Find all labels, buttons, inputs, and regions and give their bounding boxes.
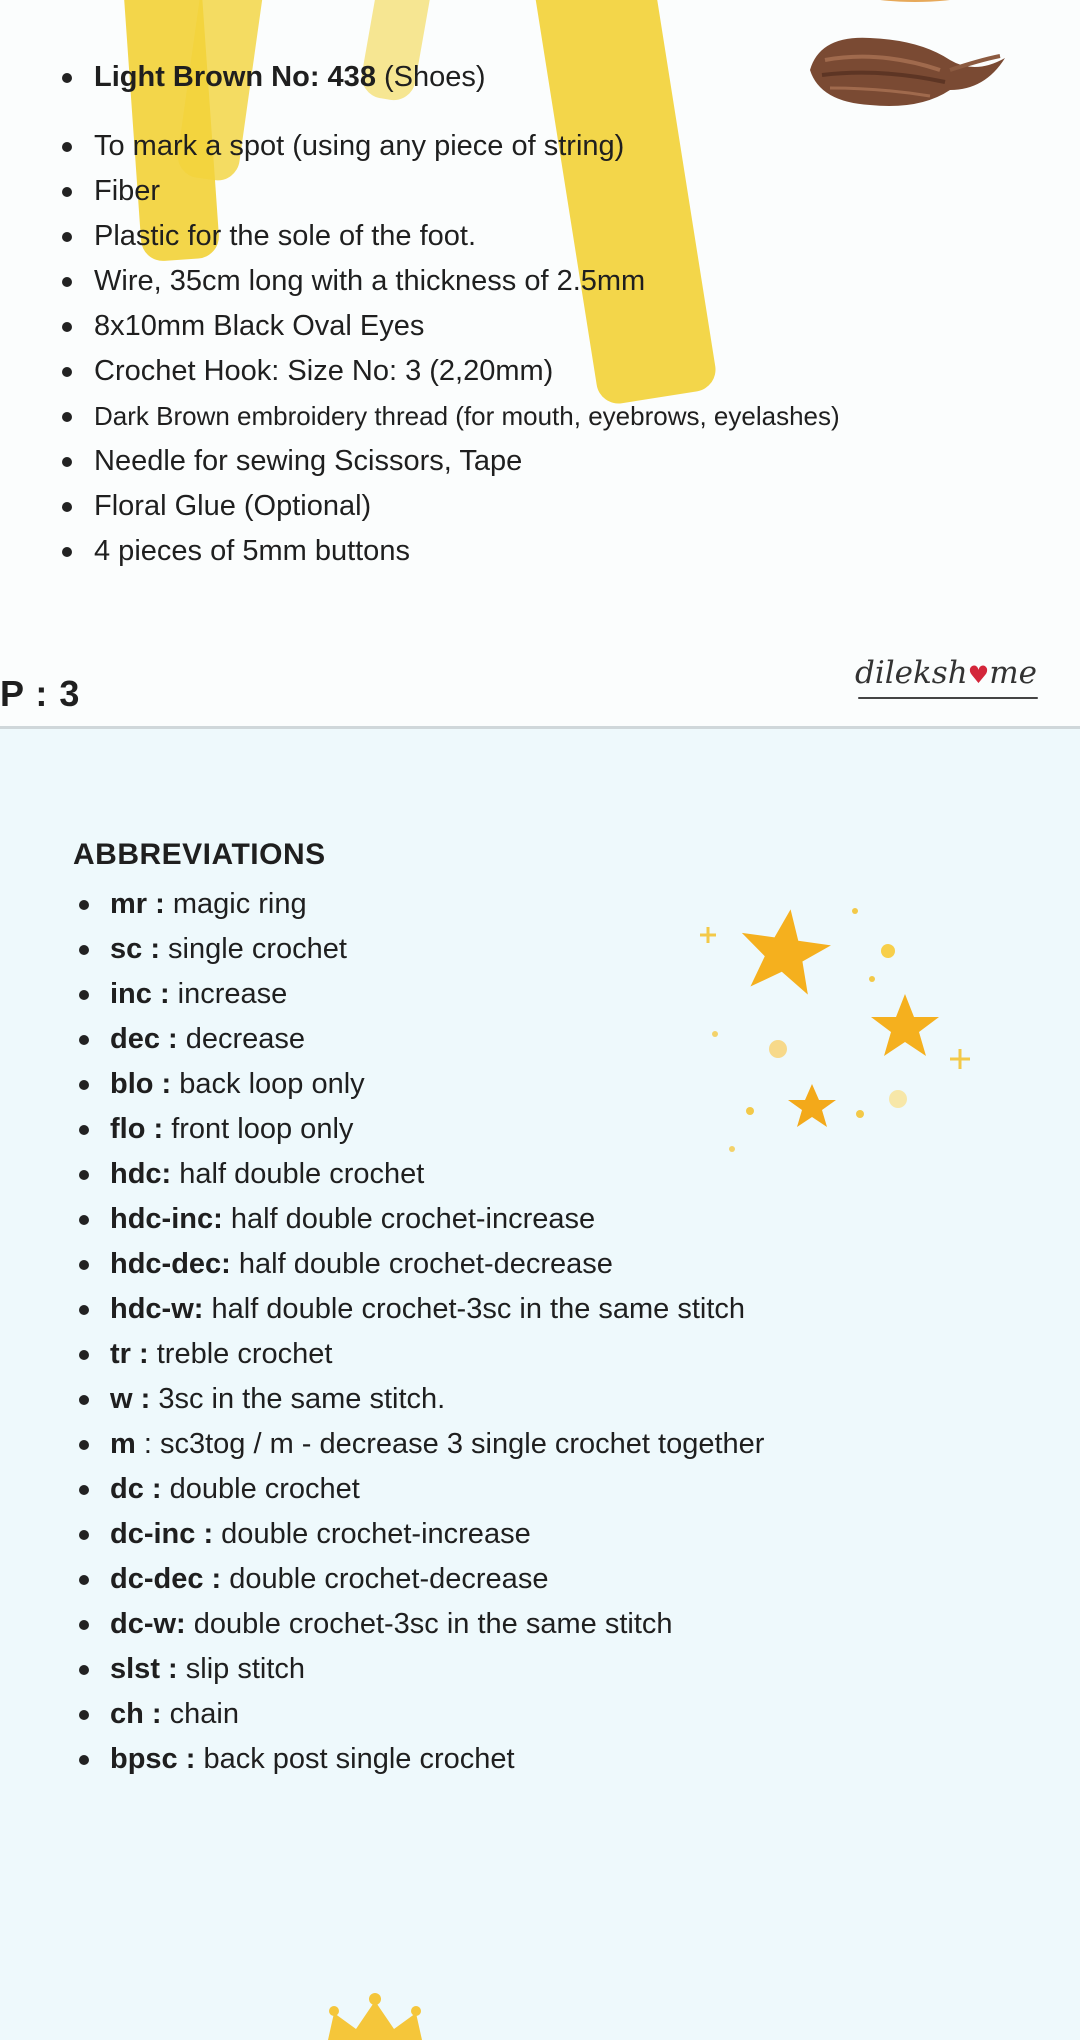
material-text: To mark a spot (using any piece of string) [94,130,625,162]
list-item [76,1467,764,1512]
abbr-term: dc-inc : [110,1518,214,1550]
list-item [76,1737,764,1782]
section-title: ABBREVIATIONS [73,838,326,871]
abbreviations-list [76,882,764,1782]
abbr-def: double crochet-decrease [221,1563,549,1595]
abbr-def: half double crochet-3sc in the same stitch [203,1293,746,1325]
abbr-term: blo : [110,1068,172,1100]
abbr-def: double crochet-3sc in the same stitch [185,1608,673,1640]
list-item [76,1557,764,1602]
abbr-term: w : [110,1383,151,1415]
material-key: Light Brown No: 438 [94,61,376,93]
list-item [76,1107,764,1152]
abbr-term: dc-w: [110,1608,186,1640]
abbr-def: back post single crochet [195,1743,515,1775]
list-item [76,1017,764,1062]
material-text: 8x10mm Black Oval Eyes [94,310,425,342]
logo-underline [858,697,1038,699]
list-item [60,484,840,529]
list-item [76,1422,764,1467]
material-text: Crochet Hook: Size No: 3 (2,20mm) [94,355,554,387]
abbr-def: : sc3tog / m - decrease 3 single crochet together [135,1428,765,1460]
abbr-def: treble crochet [148,1338,333,1370]
abbr-term: dec : [110,1023,178,1055]
abbr-def: slip stitch [177,1653,306,1685]
abbr-def: half double crochet-decrease [230,1248,613,1280]
list-item [60,214,840,259]
list-item [76,1242,764,1287]
list-item [60,349,840,394]
abbr-def: double crochet [161,1473,360,1505]
abbr-term: ch : [110,1698,162,1730]
list-item [76,927,764,972]
abbr-def: decrease [177,1023,306,1055]
list-item [60,55,840,100]
list-item [76,1377,764,1422]
abbr-def: chain [161,1698,239,1730]
list-item [76,1152,764,1197]
materials-section [0,0,1080,726]
list-item [60,394,840,439]
list-item [76,1197,764,1242]
abbr-term: flo : [110,1113,164,1145]
abbr-term: hdc: [110,1158,172,1190]
material-text: Floral Glue (Optional) [94,490,372,522]
list-item [60,124,840,169]
abbr-def: single crochet [159,933,347,965]
abbr-def: back loop only [171,1068,365,1100]
list-item [60,529,840,574]
list-item [60,169,840,214]
abbr-def: half double crochet-increase [222,1203,596,1235]
list-item [60,259,840,304]
abbr-term: hdc-dec: [110,1248,231,1280]
material-text: Dark Brown embroidery thread (for mouth, eyebrows, eyelashes) [94,401,840,431]
abbr-term: slst : [110,1653,178,1685]
abbr-def: double crochet-increase [213,1518,531,1550]
heart-icon: ♥ [967,661,990,689]
material-text: Needle for sewing Scissors, Tape [94,445,523,477]
abbr-def: 3sc in the same stitch. [150,1383,446,1415]
abbr-term: inc : [110,978,170,1010]
list-item [60,304,840,349]
abbr-def: half double crochet [171,1158,425,1190]
abbr-term: hdc-w: [110,1293,204,1325]
crown-icon [320,1991,450,2040]
abbr-term: sc : [110,933,160,965]
list-item [76,1287,764,1332]
material-text: 4 pieces of 5mm buttons [94,535,410,567]
material-text: Wire, 35cm long with a thickness of 2.5mm [94,265,646,297]
abbr-term: bpsc : [110,1743,196,1775]
abbr-def: magic ring [164,888,307,920]
list-item [76,1602,764,1647]
list-item [76,882,764,927]
abbr-term: dc : [110,1473,162,1505]
material-text: Plastic for the sole of the foot. [94,220,477,252]
logo-text-right: me [989,655,1037,691]
abbr-term: hdc-inc: [110,1203,223,1235]
material-text: (Shoes) [375,61,486,93]
abbr-def: increase [169,978,288,1010]
abbr-term: m [110,1428,136,1460]
page-number: P : 3 [0,673,81,714]
list-item [76,1062,764,1107]
abbr-term: dc-dec : [110,1563,222,1595]
abbr-term: mr : [110,888,165,920]
abbr-def: front loop only [163,1113,354,1145]
abbr-term: tr : [110,1338,149,1370]
list-item [76,972,764,1017]
list-item [76,1332,764,1377]
list-item [76,1692,764,1737]
yarn-ball-icon [820,0,1010,20]
logo-text-left: dileksh [855,655,968,691]
materials-list [60,55,840,574]
brand-logo [855,655,1037,691]
abbreviations-section [0,729,1080,2040]
list-item [76,1647,764,1692]
list-item [76,1512,764,1557]
material-text: Fiber [94,175,161,207]
list-item [60,439,840,484]
